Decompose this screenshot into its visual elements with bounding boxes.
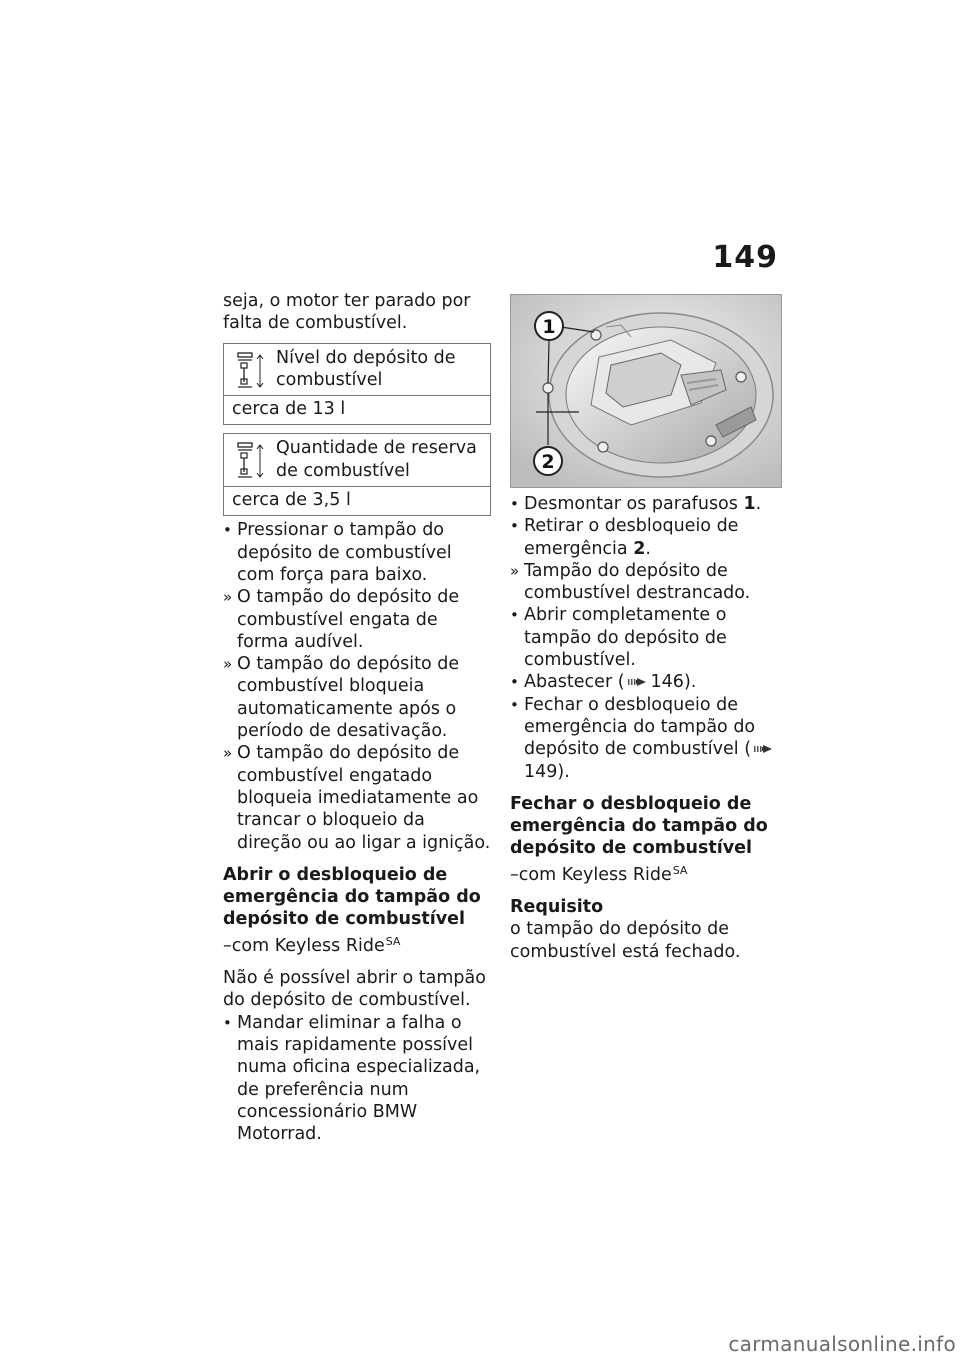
- list-item: [223, 519, 491, 586]
- page-number: 149: [712, 240, 778, 275]
- result-marker: »: [223, 744, 233, 763]
- callout-reference: 2: [633, 538, 646, 559]
- list-item-text: Retirar o desbloqueio de emergência: [524, 516, 739, 559]
- section-title-open-emergency-release: Abrir o desbloqueio de emergência do tampão do depósito de combustível: [223, 864, 481, 930]
- fuel-level-gauge-icon: [236, 352, 266, 390]
- requirement-text: o tampão do depósito de combustível está fechado.: [510, 919, 741, 962]
- result-marker: »: [223, 655, 233, 674]
- spec-label: Quantidade de reserva de combustível: [276, 438, 477, 481]
- list-item-text: O tampão do depósito de combustível bloqueia automaticamente após o período de desativação.: [237, 654, 460, 742]
- optional-equipment-badge: SA: [672, 863, 688, 877]
- bullet-marker: •: [510, 695, 519, 714]
- bullet-marker: •: [510, 673, 519, 692]
- section-title-close-emergency-release: Fechar o desbloqueio de emergência do tampão do depósito de combustível: [510, 793, 768, 859]
- list-item-text: O tampão do depósito de combustível engatado bloqueia imediatamente ao trancar o bloqueio da direção ou ao ligar a ignição.: [237, 743, 491, 853]
- list-item-text: Mandar eliminar a falha o mais rapidamente possível numa oficina especializada, de preferência num concessionário BMW Motorrad.: [237, 1012, 481, 1145]
- callout-2-label: 2: [541, 451, 555, 473]
- list-item: [510, 671, 780, 693]
- spec-label: Nível do depósito de combustível: [276, 347, 456, 390]
- list-item: [510, 694, 780, 783]
- optional-equipment-badge: SA: [385, 934, 401, 948]
- list-item-text: Tampão do depósito de combustível destrancado.: [524, 560, 751, 604]
- right-column: [510, 290, 780, 963]
- page-reference-arrow-icon: [627, 676, 649, 688]
- list-item-text: Desmontar os parafusos: [524, 494, 744, 514]
- list-item-tail: ).: [683, 672, 697, 693]
- spec-header: [224, 434, 490, 486]
- page-reference-arrow-icon: [753, 743, 775, 755]
- list-item: [223, 742, 491, 853]
- section-condition: [510, 860, 780, 886]
- section-condition: [223, 931, 491, 957]
- bullet-marker: •: [510, 606, 519, 625]
- bullet-marker: •: [510, 495, 519, 513]
- page-reference-link[interactable]: 146: [650, 672, 684, 693]
- spec-value: cerca de 3,5 l: [224, 486, 490, 515]
- bullet-marker: •: [223, 521, 232, 540]
- fuel-cap-figure: [510, 294, 782, 488]
- callout-reference: 1: [743, 494, 756, 514]
- intro-text: seja, o motor ter parado por falta de combustível.: [223, 291, 471, 334]
- watermark-link[interactable]: carmanualsonline.info: [728, 1332, 956, 1356]
- callout-1-label: 1: [542, 316, 556, 338]
- list-item-text: Abrir completamente o tampão do depósito de combustível.: [524, 605, 727, 671]
- condition-text: –com Keyless Ride: [223, 935, 385, 956]
- requirement-title: Requisito: [510, 897, 604, 918]
- bullet-marker: •: [223, 1013, 232, 1032]
- list-item: [223, 1012, 491, 1146]
- list-item-text: O tampão do depósito de combustível engata de forma audível.: [237, 587, 460, 652]
- fuel-cap-illustration: [511, 295, 781, 487]
- list-item: [223, 653, 491, 742]
- list-item-tail: .: [755, 494, 762, 514]
- list-item-text: Abastecer (: [524, 672, 625, 693]
- page-reference-link[interactable]: 149: [524, 761, 558, 782]
- result-marker: »: [223, 588, 233, 607]
- spec-table-fuel-reserve: [223, 433, 491, 516]
- spec-table-fuel-level: [223, 343, 491, 426]
- list-item-text: Pressionar o tampão do depósito de combustível com força para baixo.: [237, 520, 452, 585]
- left-column: [223, 290, 491, 1145]
- spec-header: [224, 344, 490, 396]
- list-item: [223, 586, 491, 653]
- list-item: [510, 493, 780, 515]
- bullet-marker: •: [510, 517, 519, 536]
- spec-value: cerca de 13 l: [224, 395, 490, 424]
- result-marker: »: [510, 561, 520, 580]
- list-item: [510, 515, 780, 560]
- list-item-text: Fechar o desbloqueio de emergência do tampão do depósito de combustível (: [524, 694, 756, 760]
- paragraph-text: Não é possível abrir o tampão do depósito de combustível.: [223, 968, 486, 1011]
- list-item-tail: ).: [557, 761, 570, 782]
- list-item: [510, 560, 780, 605]
- list-item: [510, 604, 780, 671]
- fuel-reserve-gauge-icon: [236, 442, 266, 480]
- list-item-tail: .: [645, 538, 651, 559]
- condition-text: –com Keyless Ride: [510, 864, 672, 885]
